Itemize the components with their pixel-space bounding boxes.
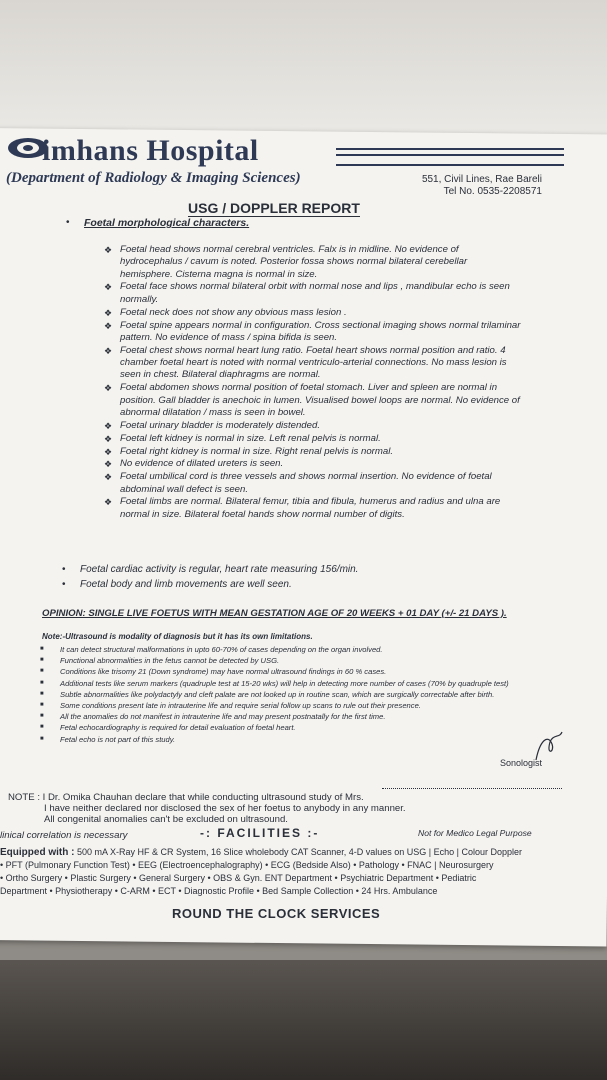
section-heading: Foetal morphological characters. <box>84 217 250 229</box>
note-heading: Note:-Ultrasound is modality of diagnosis but it has its own limitations. <box>42 632 313 641</box>
limitation-item: ■ Some conditions present late in intrauterine life and require serial follow up scans to rule out their presence. <box>40 700 540 711</box>
limitation-item: ■ Functional abnormalities in the fetus cannot be detected by USG. <box>40 655 540 666</box>
services-line: • PFT (Pulmonary Function Test) • EEG (Electroencephalography) • ECG (Bedside Also) • Pathology • FNAC | Neurosurgery <box>0 860 494 870</box>
finding-item: ❖ Foetal spine appears normal in configuration. Cross sectional imaging shows normal trilaminar pattern. No evidence of mass / spina bifida is seen. <box>104 320 522 345</box>
finding-item: ❖ Foetal left kidney is normal in size. Left renal pelvis is normal. <box>104 433 522 445</box>
limitation-item: ■ Fetal echo is not part of this study. <box>40 734 540 745</box>
limitation-item: ■ All the anomalies do not manifest in intrauterine life and may present postnatally for the first time. <box>40 711 540 722</box>
declaration-dotted-line <box>382 788 562 789</box>
declaration-block <box>8 792 406 825</box>
summary-item: • Foetal body and limb movements are well seen. <box>62 577 542 592</box>
background-surface <box>0 960 607 1080</box>
limitation-item: ■ Subtle abnormalities like polydactyly and cleft palate are not looked up in routine scan, which are surgically correctable after birth. <box>40 689 540 700</box>
limitation-item: ■ Conditions like trisomy 21 (Down syndrome) may have normal ultrasound findings in 60 % cases. <box>40 666 540 677</box>
medico-legal-note: Not for Medico Legal Purpose <box>418 828 532 838</box>
facilities-list <box>0 846 556 898</box>
limitation-item: ■ It can detect structural malformations in upto 60-70% of cases depending on the organ involved. <box>40 644 540 655</box>
summary-item: • Foetal cardiac activity is regular, heart rate measuring 156/min. <box>62 562 542 577</box>
facilities-heading: -: FACILITIES :- <box>200 826 320 840</box>
services-line: • Ortho Surgery • Plastic Surgery • General Surgery • OBS & Gyn. ENT Department • Psychiatric Department • Pediatric <box>0 873 477 883</box>
hospital-name: imhans Hospital <box>42 134 259 167</box>
finding-item: ❖ Foetal abdomen shows normal position of foetal stomach. Liver and spleen are normal in position. Gall bladder is anechoic in lumen. Visualised bowel loops are normal. No evidence of abnormal dilatation / mass is seen in bowel. <box>104 382 522 419</box>
phone-line: Tel No. 0535-2208571 <box>443 186 542 197</box>
clinical-correlation-text: linical correlation is necessary <box>0 830 128 841</box>
finding-item: ❖ No evidence of dilated ureters is seen. <box>104 458 522 470</box>
department-name: (Department of Radiology & Imaging Sciences) <box>6 170 301 186</box>
services-line: Department • Physiotherapy • C-ARM • ECT • Diagnostic Profile • Bed Sample Collection • 24 Hrs. Ambulance <box>0 886 438 896</box>
sonologist-label: Sonologist <box>500 758 543 768</box>
hospital-address <box>412 174 542 198</box>
finding-item: ❖ Foetal limbs are normal. Bilateral femur, tibia and fibula, humerus and radius and ulna are normal in size. Bilateral foetal hands show normal number of digits. <box>104 496 522 521</box>
equipped-label: Equipped with : <box>0 847 75 858</box>
finding-item: ❖ Foetal head shows normal cerebral ventricles. Falx is in midline. No evidence of hydrocephalus / cavum is noted. Posterior fossa shows normal bilateral cerebellar hemisphere. Cisterna magna is normal in size. <box>104 244 522 281</box>
finding-item: ❖ Foetal neck does not show any obvious mass lesion . <box>104 307 522 319</box>
finding-item: ❖ Foetal face shows normal bilateral orbit with normal nose and lips , mandibular echo is seen normally. <box>104 281 522 306</box>
report-title: USG / DOPPLER REPORT <box>188 200 360 216</box>
equipment-line: 500 mA X-Ray HF & CR System, 16 Slice wholebody CAT Scanner, 4-D values on USG | Echo | Colour Doppler <box>76 847 522 857</box>
declaration-line: All congenital anomalies can't be excluded on ultrasound. <box>44 814 288 825</box>
limitations-list <box>40 644 540 745</box>
finding-item: ❖ Foetal chest shows normal heart lung ratio. Foetal heart shows normal position and ratio. 4 chamber foetal heart is noted with normal ventriculo-arterial connections. No mass lesion is seen in chest. Bilateral diaphragms are normal. <box>104 345 522 382</box>
finding-item: ❖ Foetal urinary bladder is moderately distended. <box>104 420 522 432</box>
address-line: 551, Civil Lines, Rae Bareli <box>421 174 542 185</box>
finding-item: ❖ Foetal right kidney is normal in size. Right renal pelvis is normal. <box>104 446 522 458</box>
summary-list <box>62 562 542 592</box>
report-content <box>0 128 607 940</box>
header-rule-lines <box>336 148 564 166</box>
section-bullet: • <box>66 217 70 228</box>
limitation-item: ■ Fetal echocardiography is required for detail evaluation of foetal heart. <box>40 722 540 733</box>
opinion-text: OPINION: SINGLE LIVE FOETUS WITH MEAN GESTATION AGE OF 20 WEEKS + 01 DAY (+/- 21 DAYS ). <box>42 608 507 619</box>
limitation-item: ■ Additional tests like serum markers (quadruple test at 15-20 wks) will help in detecting more number of cases (70% by quadruple test) <box>40 678 540 689</box>
finding-item: ❖ Foetal umbilical cord is three vessels and shows normal insertion. No evidence of foetal abdominal wall defect is seen. <box>104 471 522 496</box>
declaration-line: I have neither declared nor disclosed the sex of her foetus to anybody in any manner. <box>44 803 406 814</box>
declaration-line: NOTE : I Dr. Omika Chauhan declare that while conducting ultrasound study of Mrs. <box>8 792 364 803</box>
findings-list <box>104 244 522 522</box>
round-the-clock-banner: ROUND THE CLOCK SERVICES <box>172 906 381 921</box>
